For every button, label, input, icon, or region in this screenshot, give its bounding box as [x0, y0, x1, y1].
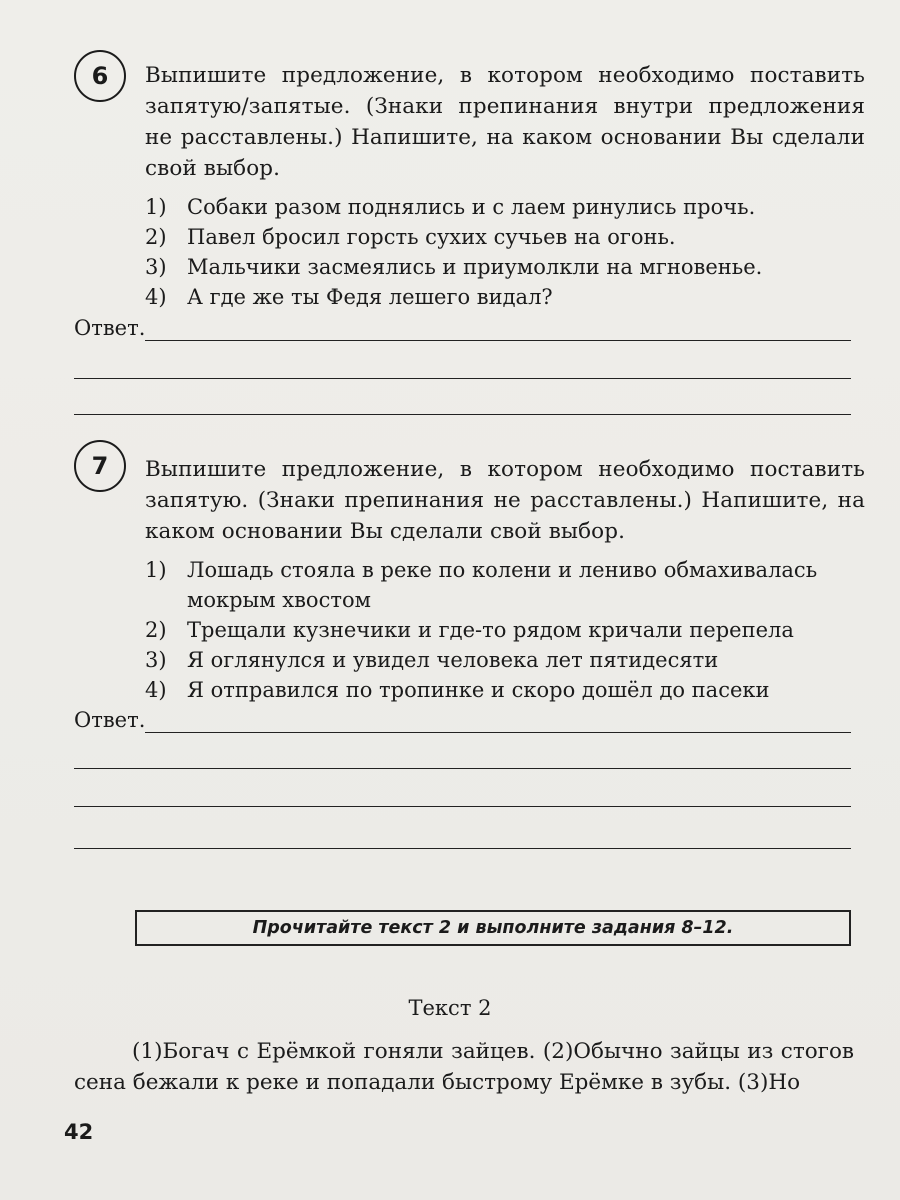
- option-item: [145, 555, 865, 615]
- answer-line[interactable]: [74, 768, 851, 769]
- option-text: Лошадь стояла в реке по колени и лениво обмахивалась мокрым хвостом: [187, 558, 818, 612]
- option-item: [145, 615, 865, 645]
- option-number: 4): [145, 678, 167, 702]
- task-prompt: Выпишите предложение, в котором необходимо поставить запятую. (Знаки препинания не расставлены.) Напишите, на каком основании Вы сделали свой выбор.: [145, 457, 865, 544]
- answer-line[interactable]: [74, 378, 851, 379]
- option-number: 3): [145, 648, 167, 672]
- option-text: Я отправился по тропинке и скоро дошёл до пасеки: [187, 678, 770, 702]
- answer-line[interactable]: [74, 848, 851, 849]
- options-list: [145, 555, 865, 705]
- text-title: Текст 2: [408, 996, 492, 1020]
- task-number-badge: 6: [74, 50, 126, 102]
- answer-line[interactable]: [145, 732, 851, 733]
- text-body: (1)Богач с Ерёмкой гоняли зайцев. (2)Обычно зайцы из стогов сена бежали к реке и попадали быстрому Ерёмке в зубы. (3)Но: [74, 1039, 854, 1095]
- option-item: [145, 222, 865, 252]
- option-item: [145, 282, 865, 312]
- option-number: 1): [145, 558, 167, 582]
- option-text: Я оглянулся и увидел человека лет пятидесяти: [187, 648, 719, 672]
- instruction-banner: Прочитайте текст 2 и выполните задания 8–12.: [135, 910, 851, 946]
- option-number: 2): [145, 225, 167, 249]
- answer-line[interactable]: [74, 414, 851, 415]
- option-text: Собаки разом поднялись и с лаем ринулись прочь.: [187, 195, 756, 219]
- option-item: [145, 675, 865, 705]
- option-number: 1): [145, 195, 167, 219]
- answer-line[interactable]: [145, 340, 851, 341]
- option-item: [145, 252, 865, 282]
- answer-line[interactable]: [74, 806, 851, 807]
- option-number: 3): [145, 255, 167, 279]
- option-text: Павел бросил горсть сухих сучьев на огонь.: [187, 225, 676, 249]
- option-text: Трещали кузнечики и где-то рядом кричали перепела: [187, 618, 794, 642]
- task-prompt: Выпишите предложение, в котором необходимо поставить запятую/запятые. (Знаки препинания внутри предложения не расставлены.) Напишите, на каком основании Вы сделали свой выбор.: [145, 63, 865, 181]
- option-item: [145, 645, 865, 675]
- options-list: [145, 192, 865, 312]
- option-text: Мальчики засмеялись и приумолкли на мгновенье.: [187, 255, 763, 279]
- option-number: 4): [145, 285, 167, 309]
- answer-label: Ответ.: [74, 316, 146, 340]
- option-item: [145, 192, 865, 222]
- page-number: 42: [64, 1120, 94, 1144]
- task-number-badge: 7: [74, 440, 126, 492]
- option-text: А где же ты Федя лешего видал?: [187, 285, 553, 309]
- answer-label: Ответ.: [74, 708, 146, 732]
- option-number: 2): [145, 618, 167, 642]
